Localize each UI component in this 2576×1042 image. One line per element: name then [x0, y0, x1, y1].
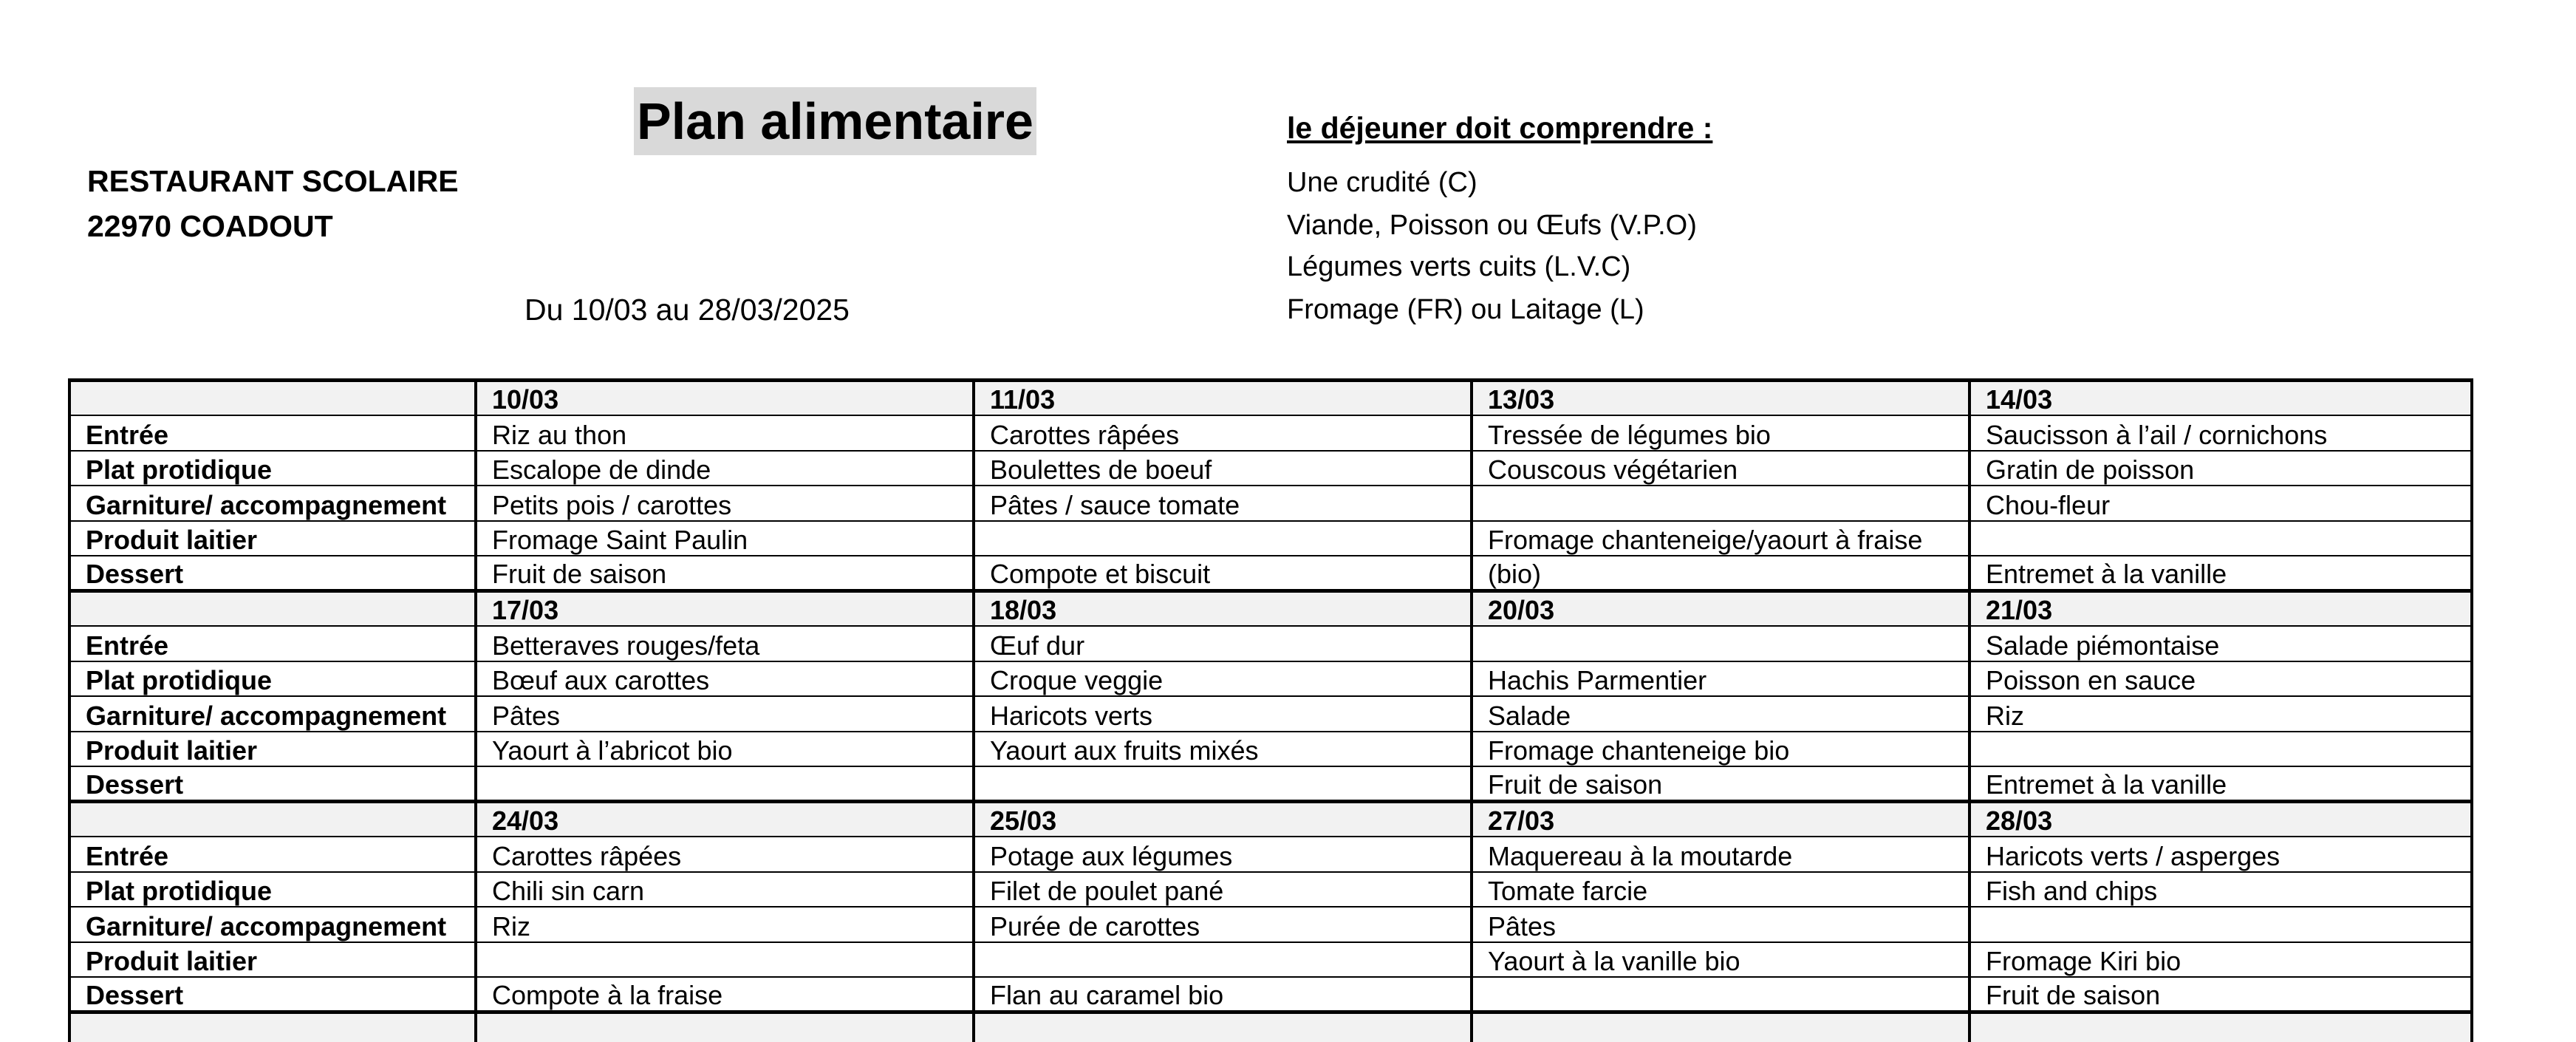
date-cell: 18/03 — [974, 591, 1472, 627]
row-label-produit-laitier: Produit laitier — [69, 521, 476, 556]
menu-cell: Haricots verts — [974, 696, 1472, 732]
menu-cell: Salade — [1472, 696, 1969, 732]
date-row-corner — [69, 802, 476, 837]
menu-cell: Yaourt à la vanille bio — [1472, 942, 1969, 978]
table-row — [69, 766, 2472, 802]
menu-cell: Escalope de dinde — [476, 451, 974, 486]
date-row-corner — [69, 591, 476, 627]
row-label-plat: Plat protidique — [69, 872, 476, 908]
menu-cell: Fruit de saison — [1472, 766, 1969, 802]
date-row — [69, 802, 2472, 837]
empty-cell — [1969, 1012, 2472, 1042]
row-label-dessert: Dessert — [69, 766, 476, 802]
requirement-item: Légumes verts cuits (L.V.C) — [1287, 251, 1631, 282]
requirement-item: Fromage (FR) ou Laitage (L) — [1287, 294, 1644, 325]
row-label-garniture: Garniture/ accompagnement — [69, 907, 476, 942]
table-row — [69, 696, 2472, 732]
row-label-produit-laitier: Produit laitier — [69, 942, 476, 978]
menu-cell — [974, 942, 1472, 978]
menu-cell: Pâtes — [476, 696, 974, 732]
menu-cell — [974, 766, 1472, 802]
page-title-text: Plan alimentaire — [637, 92, 1034, 150]
empty-date-row — [69, 1012, 2472, 1042]
menu-table — [68, 378, 2473, 1042]
menu-cell — [1472, 486, 1969, 521]
school-name: RESTAURANT SCOLAIRE — [87, 164, 459, 198]
row-label-dessert: Dessert — [69, 556, 476, 591]
page-title — [634, 87, 1036, 155]
menu-cell: Croque veggie — [974, 661, 1472, 697]
empty-cell — [1472, 1012, 1969, 1042]
menu-cell: Potage aux légumes — [974, 837, 1472, 872]
menu-cell: Tressée de légumes bio — [1472, 415, 1969, 451]
menu-cell: Filet de poulet pané — [974, 872, 1472, 908]
date-cell: 21/03 — [1969, 591, 2472, 627]
menu-cell: Carottes râpées — [476, 837, 974, 872]
date-row — [69, 591, 2472, 627]
menu-cell: Haricots verts / asperges — [1969, 837, 2472, 872]
menu-cell: Purée de carottes — [974, 907, 1472, 942]
menu-cell: Fruit de saison — [476, 556, 974, 591]
requirement-item: Une crudité (C) — [1287, 167, 1477, 198]
menu-cell: Chou-fleur — [1969, 486, 2472, 521]
menu-cell: Tomate farcie — [1472, 872, 1969, 908]
menu-cell: Salade piémontaise — [1969, 626, 2472, 661]
row-label-garniture: Garniture/ accompagnement — [69, 696, 476, 732]
menu-cell: Riz — [476, 907, 974, 942]
menu-cell — [1472, 626, 1969, 661]
table-row — [69, 415, 2472, 451]
menu-cell: Yaourt aux fruits mixés — [974, 732, 1472, 767]
menu-cell: Maquereau à la moutarde — [1472, 837, 1969, 872]
menu-cell — [1969, 521, 2472, 556]
date-cell: 27/03 — [1472, 802, 1969, 837]
row-label-plat: Plat protidique — [69, 451, 476, 486]
row-label-entree: Entrée — [69, 626, 476, 661]
date-row-corner — [69, 381, 476, 416]
table-row — [69, 556, 2472, 591]
date-cell: 25/03 — [974, 802, 1472, 837]
menu-cell — [1969, 907, 2472, 942]
table-row — [69, 451, 2472, 486]
menu-cell: (bio) — [1472, 556, 1969, 591]
table-row — [69, 626, 2472, 661]
menu-cell: Compote à la fraise — [476, 977, 974, 1012]
menu-cell: Fruit de saison — [1969, 977, 2472, 1012]
menu-cell: Compote et biscuit — [974, 556, 1472, 591]
date-cell: 10/03 — [476, 381, 974, 416]
menu-cell: Œuf dur — [974, 626, 1472, 661]
table-row — [69, 732, 2472, 767]
menu-cell: Fish and chips — [1969, 872, 2472, 908]
menu-cell: Riz — [1969, 696, 2472, 732]
empty-cell — [476, 1012, 974, 1042]
date-cell: 20/03 — [1472, 591, 1969, 627]
table-row — [69, 977, 2472, 1012]
menu-cell: Entremet à la vanille — [1969, 766, 2472, 802]
menu-cell: Petits pois / carottes — [476, 486, 974, 521]
menu-cell: Boulettes de boeuf — [974, 451, 1472, 486]
menu-cell: Riz au thon — [476, 415, 974, 451]
menu-cell: Hachis Parmentier — [1472, 661, 1969, 697]
row-label-plat: Plat protidique — [69, 661, 476, 697]
school-address: 22970 COADOUT — [87, 209, 333, 243]
menu-cell: Saucisson à l’ail / cornichons — [1969, 415, 2472, 451]
table-row — [69, 486, 2472, 521]
menu-cell — [1472, 977, 1969, 1012]
menu-cell: Entremet à la vanille — [1969, 556, 2472, 591]
table-row — [69, 942, 2472, 978]
menu-cell — [476, 942, 974, 978]
menu-cell: Fromage chanteneige/yaourt à fraise — [1472, 521, 1969, 556]
menu-cell: Betteraves rouges/feta — [476, 626, 974, 661]
menu-cell: Fromage chanteneige bio — [1472, 732, 1969, 767]
menu-cell: Fromage Saint Paulin — [476, 521, 974, 556]
empty-cell — [974, 1012, 1472, 1042]
row-label-garniture: Garniture/ accompagnement — [69, 486, 476, 521]
requirement-item: Viande, Poisson ou Œufs (V.P.O) — [1287, 210, 1697, 241]
menu-cell: Pâtes / sauce tomate — [974, 486, 1472, 521]
menu-cell — [476, 766, 974, 802]
menu-cell: Fromage Kiri bio — [1969, 942, 2472, 978]
date-cell: 11/03 — [974, 381, 1472, 416]
row-label-entree: Entrée — [69, 415, 476, 451]
menu-cell — [1969, 732, 2472, 767]
date-cell: 24/03 — [476, 802, 974, 837]
row-label-produit-laitier: Produit laitier — [69, 732, 476, 767]
menu-cell: Carottes râpées — [974, 415, 1472, 451]
date-cell: 28/03 — [1969, 802, 2472, 837]
menu-cell: Couscous végétarien — [1472, 451, 1969, 486]
empty-cell — [69, 1012, 476, 1042]
menu-cell: Yaourt à l’abricot bio — [476, 732, 974, 767]
menu-cell: Flan au caramel bio — [974, 977, 1472, 1012]
date-row — [69, 381, 2472, 416]
table-row — [69, 872, 2472, 908]
menu-cell: Gratin de poisson — [1969, 451, 2472, 486]
table-row — [69, 521, 2472, 556]
menu-cell: Chili sin carn — [476, 872, 974, 908]
requirements-heading: le déjeuner doit comprendre : — [1287, 111, 1713, 145]
row-label-dessert: Dessert — [69, 977, 476, 1012]
menu-cell: Bœuf aux carottes — [476, 661, 974, 697]
table-row — [69, 907, 2472, 942]
menu-period: Du 10/03 au 28/03/2025 — [525, 293, 850, 327]
row-label-entree: Entrée — [69, 837, 476, 872]
table-row — [69, 837, 2472, 872]
date-cell: 17/03 — [476, 591, 974, 627]
date-cell: 13/03 — [1472, 381, 1969, 416]
menu-cell — [974, 521, 1472, 556]
menu-cell: Poisson en sauce — [1969, 661, 2472, 697]
table-row — [69, 661, 2472, 697]
date-cell: 14/03 — [1969, 381, 2472, 416]
menu-cell: Pâtes — [1472, 907, 1969, 942]
